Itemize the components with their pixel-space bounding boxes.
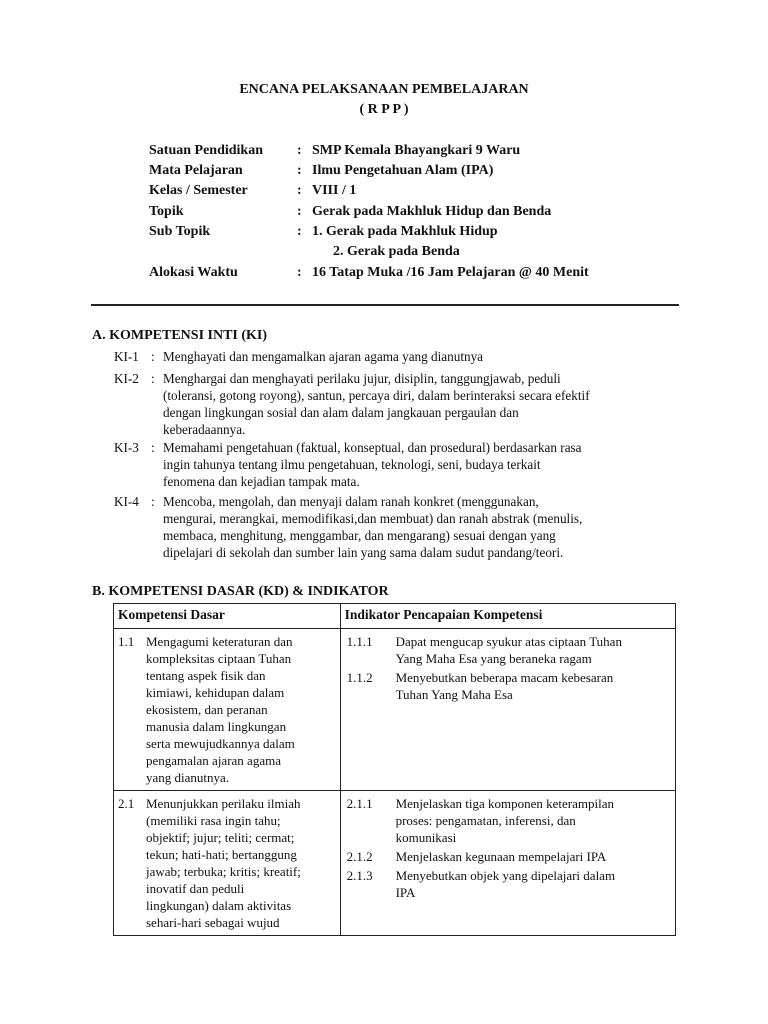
- indicator-text: [396, 795, 675, 846]
- document-title: ENCANA PELAKSANAAN PEMBELAJARAN: [239, 82, 529, 97]
- ki-text: [163, 370, 683, 438]
- kd-line: pengamalan ajaran agama: [146, 753, 281, 768]
- info-colon: :: [297, 204, 302, 219]
- ki-text: [163, 348, 683, 365]
- kd-line: (memiliki rasa ingin tahu;: [146, 813, 281, 828]
- ki-line: dipelajari di sekolah dan sumber lain yang sama dalam sudut pandang/teori.: [163, 545, 564, 560]
- indicator-line: Menjelaskan tiga komponen keterampilan: [395, 796, 614, 811]
- kd-line: Menunjukkan perilaku ilmiah: [146, 796, 301, 811]
- indicator-line: Menyebutkan beberapa macam kebesaran: [395, 670, 614, 685]
- ki-code: KI-2: [114, 371, 139, 386]
- indicator-number: 2.1.1: [346, 796, 373, 811]
- ki-line: Menghayati dan mengamalkan ajaran agama yang dianutnya: [163, 349, 484, 364]
- kd-line: yang dianutnya.: [146, 770, 230, 785]
- ki-line: dengan lingkungan sosial dan alam dalam jangkauan pergaulan dan: [163, 405, 519, 420]
- ki-colon: :: [151, 371, 155, 386]
- indicator-number: 2.1.2: [346, 849, 373, 864]
- indicator-text: [396, 867, 675, 901]
- indicator-text: [396, 633, 675, 667]
- info-value: Gerak pada Makhluk Hidup dan Benda: [312, 204, 552, 219]
- ki-colon: :: [151, 349, 155, 364]
- indicator-line: Yang Maha Esa yang beraneka ragam: [395, 651, 592, 666]
- kd-line: Mengagumi keteraturan dan: [146, 634, 293, 649]
- kd-number: 2.1: [118, 796, 135, 811]
- indicator-cell: [340, 791, 675, 936]
- indicator-item: [341, 795, 675, 846]
- indicator-item: [341, 867, 675, 901]
- ki-line: membaca, menghitung, menggambar, dan mengarang) sesuai dengan yang: [163, 528, 556, 543]
- indicator-line: proses: pengamatan, inferensi, dan: [395, 813, 576, 828]
- ki-text: [163, 439, 683, 490]
- indicator-cell: [340, 629, 675, 791]
- kd-line: sehari-hari sebagai wujud: [146, 915, 280, 930]
- ki-colon: :: [151, 440, 155, 455]
- ki-line: Menghargai dan menghayati perilaku jujur, disiplin, tanggungjawab, peduli: [163, 371, 561, 386]
- ki-line: fenomena dan kejadian tampak mata.: [163, 474, 360, 489]
- ki-line: (toleransi, gotong royong), santun, percaya diri, dalam berinteraksi secara efektif: [163, 388, 590, 403]
- indicator-line: Dapat mengucap syukur atas ciptaan Tuhan: [395, 634, 622, 649]
- kd-text: [146, 791, 340, 935]
- kd-line: objektif; jujur; teliti; cermat;: [146, 830, 295, 845]
- ki-code: KI-4: [114, 494, 139, 509]
- section-a-heading: A. KOMPETENSI INTI (KI): [92, 328, 268, 343]
- ki-line: Memahami pengetahuan (faktual, konseptual, dan prosedural) berdasarkan rasa: [163, 440, 582, 455]
- info-label: Topik: [149, 204, 184, 219]
- ki-line: ingin tahunya tentang ilmu pengetahuan, teknologi, seni, budaya terkait: [163, 457, 541, 472]
- info-label: Satuan Pendidikan: [149, 143, 263, 158]
- ki-line: Mencoba, mengolah, dan menyaji dalam ranah konkret (menggunakan,: [163, 494, 539, 509]
- kd-cell: [114, 629, 341, 791]
- indicator-item: [341, 848, 675, 865]
- info-value: VIII / 1: [312, 183, 357, 198]
- ki-code: KI-3: [114, 440, 139, 455]
- kd-line: inovatif dan peduli: [146, 881, 245, 896]
- kd-line: lingkungan) dalam aktivitas: [146, 898, 292, 913]
- kd-text: [146, 629, 340, 790]
- info-value: SMP Kemala Bhayangkari 9 Waru: [312, 143, 521, 158]
- indicator-item: [341, 633, 675, 667]
- info-colon: :: [297, 265, 302, 280]
- horizontal-divider: [91, 304, 679, 306]
- indicator-number: 2.1.3: [346, 868, 373, 883]
- indicator-line: komunikasi: [395, 830, 457, 845]
- indicator-number: 1.1.2: [346, 670, 373, 685]
- ki-text: [163, 493, 683, 561]
- document-subtitle: ( R P P ): [359, 102, 409, 117]
- info-label: Sub Topik: [149, 224, 211, 239]
- info-colon: :: [297, 163, 302, 178]
- ki-line: mengurai, merangkai, memodifikasi,dan membuat) dan ranah abstrak (menulis,: [163, 511, 583, 526]
- ki-line: keberadaannya.: [163, 422, 246, 437]
- info-colon: :: [297, 143, 302, 158]
- kd-cell: [114, 791, 341, 936]
- ki-code: KI-1: [114, 349, 139, 364]
- indicator-number: 1.1.1: [346, 634, 373, 649]
- indicator-line: Menjelaskan kegunaan mempelajari IPA: [395, 849, 607, 864]
- info-label: Alokasi Waktu: [149, 265, 238, 280]
- info-value: 2. Gerak pada Benda: [333, 244, 460, 259]
- kd-line: manusia dalam lingkungan: [146, 719, 287, 734]
- info-value: Ilmu Pengetahuan Alam (IPA): [312, 163, 494, 178]
- indicator-text: [396, 848, 675, 865]
- header-indikator: Indikator Pencapaian Kompetensi: [340, 604, 675, 629]
- kd-line: ekosistem, dan peranan: [146, 702, 268, 717]
- table-header-row: [114, 604, 676, 629]
- header-kompetensi-dasar: Kompetensi Dasar: [114, 604, 341, 629]
- info-colon: :: [297, 183, 302, 198]
- table-row: [114, 629, 676, 791]
- kd-line: tekun; hati-hati; bertanggung: [146, 847, 297, 862]
- indicator-text: [396, 669, 675, 703]
- section-b-heading: B. KOMPETENSI DASAR (KD) & INDIKATOR: [92, 584, 389, 599]
- indicator-item: [341, 669, 675, 703]
- info-colon: :: [297, 224, 302, 239]
- kd-line: serta mewujudkannya dalam: [146, 736, 295, 751]
- indicator-line: Menyebutkan objek yang dipelajari dalam: [395, 868, 616, 883]
- kd-line: kompleksitas ciptaan Tuhan: [146, 651, 292, 666]
- indicator-line: Tuhan Yang Maha Esa: [395, 687, 513, 702]
- table-row: [114, 791, 676, 936]
- info-label: Kelas / Semester: [149, 183, 248, 198]
- info-value: 1. Gerak pada Makhluk Hidup: [312, 224, 498, 239]
- kd-line: kimiawi, kehidupan dalam: [146, 685, 285, 700]
- indicator-line: IPA: [395, 885, 416, 900]
- info-value: 16 Tatap Muka /16 Jam Pelajaran @ 40 Menit: [312, 265, 589, 280]
- info-label: Mata Pelajaran: [149, 163, 243, 178]
- ki-colon: :: [151, 494, 155, 509]
- kd-line: tentang aspek fisik dan: [146, 668, 266, 683]
- kd-indicator-table: [113, 603, 676, 936]
- kd-number: 1.1: [118, 634, 135, 649]
- kd-line: jawab; terbuka; kritis; kreatif;: [146, 864, 301, 879]
